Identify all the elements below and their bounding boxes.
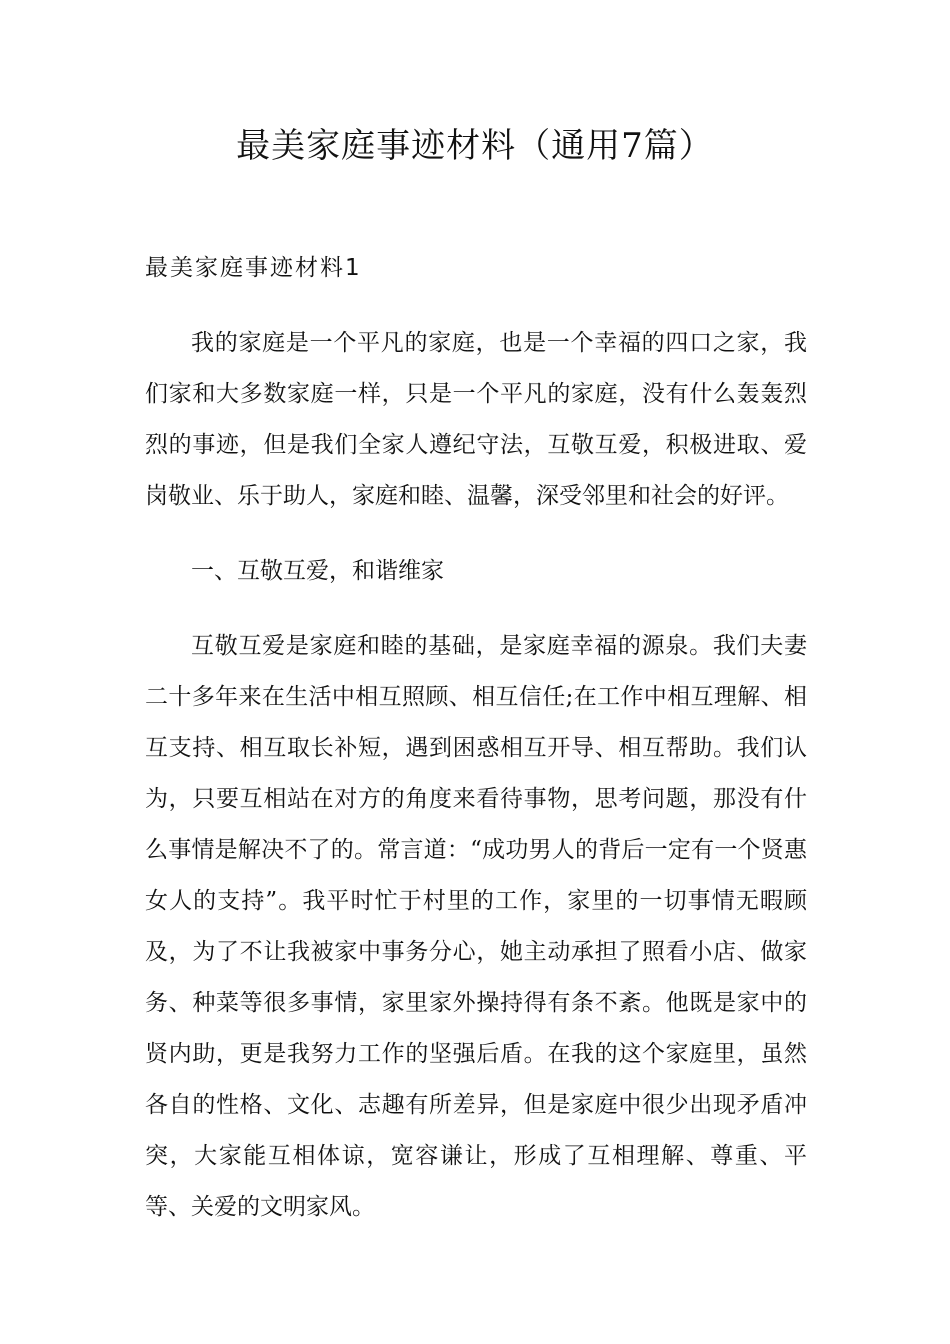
document-title: 最美家庭事迹材料（通用7篇） [236,126,714,166]
section-heading: 最美家庭事迹材料1 [145,255,362,281]
subsection-heading: 一、互敬互爱，和谐维家 [191,558,444,584]
document-body [145,318,807,1257]
body-paragraph: 我的家庭是一个平凡的家庭，也是一个幸福的四口之家，我们家和大多数家庭一样，只是一个平凡的家庭，没有什么轰轰烈烈的事迹，但是我们全家人遵纪守法，互敬互爱，积极进取、爱岗敬业、乐于助人，家庭和睦、温馨，深受邻里和社会的好评。 [145,330,807,509]
body-paragraph: 互敬互爱是家庭和睦的基础，是家庭幸福的源泉。我们夫妻二十多年来在生活中相互照顾、相互信任;在工作中相互理解、相互支持、相互取长补短，遇到困惑相互开导、相互帮助。我们认为，只要互相站在对方的角度来看待事物，思考问题，那没有什么事情是解决不了的。常言道：“成功男人的背后一定有一个贤惠女人的支持”。我平时忙于村里的工作，家里的一切事情无暇顾及，为了不让我被家中事务分心，她主动承担了照看小店、做家务、种菜等很多事情，家里家外操持得有条不紊。他既是家中的贤内助，更是我努力工作的坚强后盾。在我的这个家庭里，虽然各自的性格、文化、志趣有所差异，但是家庭中很少出现矛盾冲突，大家能互相体谅，宽容谦让，形成了互相理解、尊重、平等、关爱的文明家风。 [145,633,807,1220]
